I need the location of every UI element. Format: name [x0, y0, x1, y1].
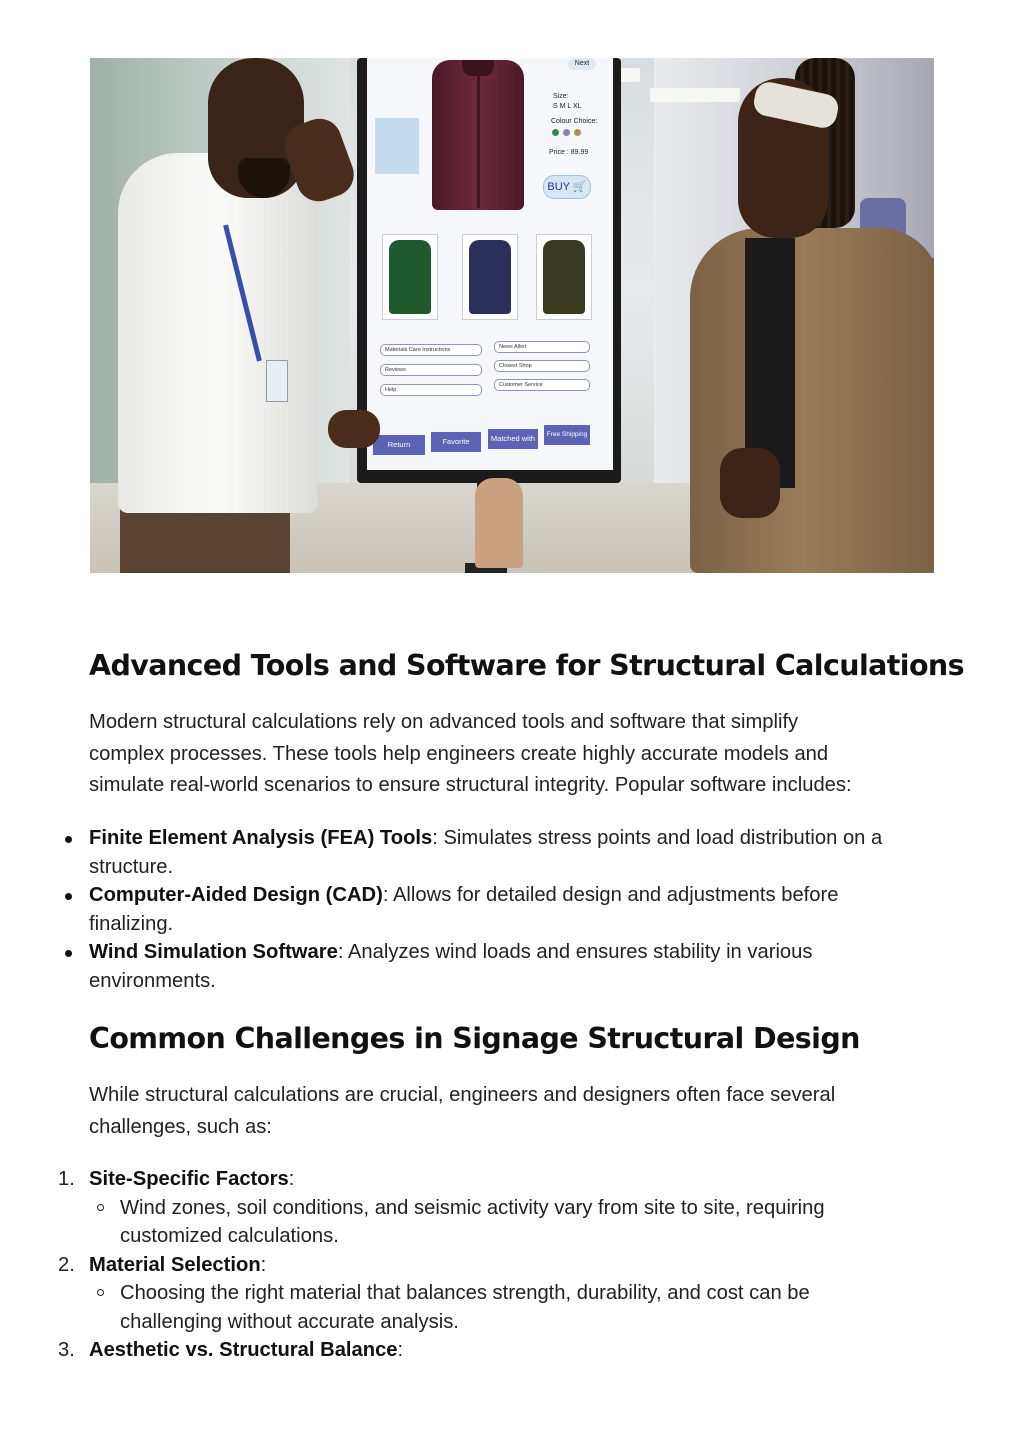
bullet-icon	[65, 893, 72, 900]
kiosk-field[interactable]: Reviews	[380, 364, 482, 376]
hero-photo	[90, 58, 934, 573]
section-intro-tools: Modern structural calculations rely on advanced tools and software that simplify complex processes. These tools help engineers create highly accurate models and simulate real-world scenarios to ensure structural integrity. Popular software includes:	[89, 711, 852, 796]
list-item: 2. Material Selection: Choosing the right material that balances strength, durability, and cost can be challenging without accurate analysis.	[89, 1251, 969, 1337]
sub-list-item: Choosing the right material that balances strength, durability, and cost can be challenging without accurate analysis.	[120, 1279, 969, 1336]
kiosk-field[interactable]: News Allert	[494, 341, 590, 353]
kiosk-next-button[interactable]: Next	[568, 58, 596, 70]
person-left-pants	[120, 508, 290, 573]
kiosk-matched-button[interactable]: Matched with	[488, 429, 538, 449]
kiosk-buy-button[interactable]: BUY 🛒	[543, 175, 591, 199]
person-right-jacket	[690, 228, 934, 573]
list-item: Computer-Aided Design (CAD): Allows for detailed design and adjustments before finalizing.	[89, 881, 969, 938]
product-thumbnail[interactable]	[382, 234, 438, 320]
kiosk-favorite-button[interactable]: Favorite	[431, 432, 481, 452]
section-heading-tools: Advanced Tools and Software for Structural Calculations	[89, 649, 964, 682]
kiosk-colour-label: Colour Choice:	[551, 118, 598, 125]
name-badge	[266, 360, 288, 402]
kiosk-field[interactable]: Closest Shop	[494, 360, 590, 372]
section-intro-challenges: While structural calculations are crucial, engineers and designers often face several challenges, such as:	[89, 1084, 836, 1138]
bullet-icon	[65, 950, 72, 957]
product-thumbnail[interactable]	[462, 234, 518, 320]
featured-shirt-image	[432, 60, 524, 210]
kiosk-shipping-button[interactable]: Free Shipping	[544, 425, 590, 445]
circle-bullet-icon	[97, 1289, 104, 1296]
person-left-shirt	[118, 153, 318, 513]
product-thumbnail[interactable]	[536, 234, 592, 320]
software-list	[89, 824, 969, 995]
colour-swatch[interactable]	[574, 129, 581, 136]
kiosk-image-placeholder	[375, 118, 419, 174]
cart-icon: 🛒	[572, 181, 587, 193]
kiosk-size-label: Size:	[553, 93, 569, 100]
list-item: 3. Aesthetic vs. Structural Balance:	[58, 1339, 404, 1361]
challenges-list	[58, 1165, 969, 1365]
list-item: Wind Simulation Software: Analyzes wind loads and ensures stability in various environments.	[89, 938, 969, 995]
list-item: 1. Site-Specific Factors: Wind zones, soil conditions, and seismic activity vary from site to site, requiring customized calculations.	[89, 1165, 969, 1251]
colour-swatch[interactable]	[552, 129, 559, 136]
sub-list-item: Wind zones, soil conditions, and seismic activity vary from site to site, requiring customized calculations.	[120, 1194, 969, 1251]
ceiling-light	[650, 88, 740, 102]
kiosk-return-button[interactable]: Return	[373, 435, 425, 455]
person-left-pointing-hand	[328, 410, 380, 448]
shoe-display	[475, 478, 523, 568]
list-item: Finite Element Analysis (FEA) Tools: Simulates stress points and load distribution on a structure.	[89, 824, 969, 881]
bullet-icon	[65, 836, 72, 843]
circle-bullet-icon	[97, 1204, 104, 1211]
person-right-hands	[720, 448, 780, 518]
kiosk-field[interactable]: Materials Care Instructions	[380, 344, 482, 356]
kiosk-size-options[interactable]: S M L XL	[553, 103, 582, 110]
kiosk-price: Price : 89.99	[549, 149, 589, 156]
kiosk-field[interactable]: Customer Service	[494, 379, 590, 391]
kiosk-field[interactable]: Help	[380, 384, 482, 396]
section-heading-challenges: Common Challenges in Signage Structural Design	[89, 1022, 860, 1055]
colour-swatch[interactable]	[563, 129, 570, 136]
